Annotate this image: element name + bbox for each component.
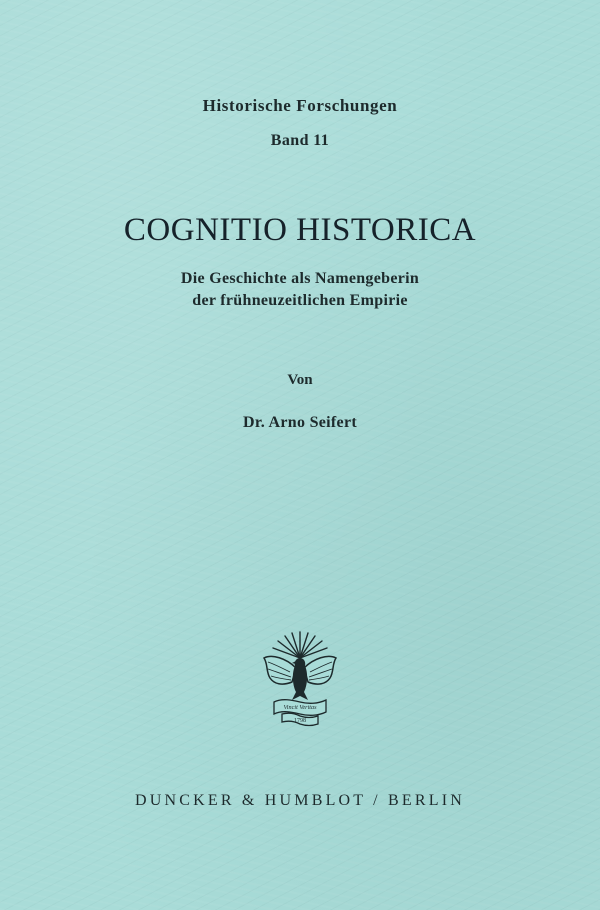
book-title: COGNITIO HISTORICA bbox=[123, 212, 477, 248]
logo-year: 1798 bbox=[294, 718, 306, 724]
by-label: Von bbox=[287, 372, 313, 388]
subtitle-line-1: Die Geschichte als Namengeberin bbox=[180, 270, 420, 287]
logo-motto: Vincit Veritas bbox=[283, 704, 317, 711]
volume-number: Band 11 bbox=[270, 132, 330, 149]
publisher-eagle-logo bbox=[260, 628, 340, 728]
series-title: Historische Forschungen bbox=[202, 96, 398, 115]
publisher-imprint: DUNCKER & HUMBLOT / BERLIN bbox=[134, 792, 466, 809]
author-name: Dr. Arno Seifert bbox=[243, 414, 357, 431]
book-subtitle bbox=[0, 268, 600, 312]
subtitle-line-2: der frühneuzeitlichen Empirie bbox=[192, 292, 408, 309]
